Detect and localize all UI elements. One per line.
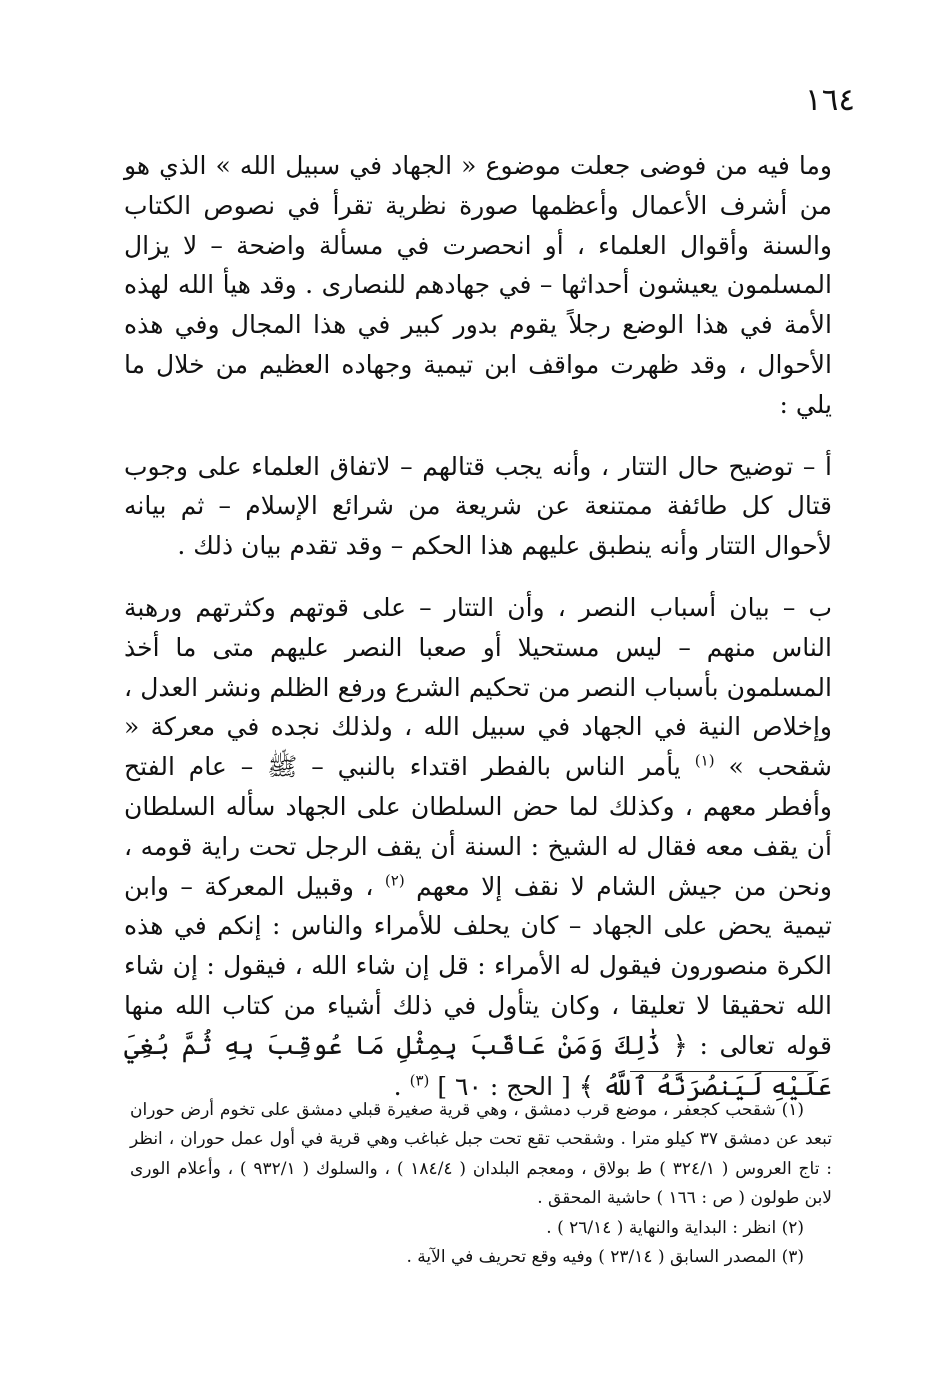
- footnote-number: (٢): [781, 1217, 804, 1238]
- page-number: ١٦٤: [805, 82, 855, 118]
- paragraph-text: ، وقبيل المعركة – وابن تيمية يحض على الجهاد – كان يحلف للأمراء والناس : إنكم في هذه الكرة منصورون فيقول له الأمراء : قل إن شاء الله ، فيقول : إن شاء الله تحقيقا لا تعليقا ، وكان يتأول في ذلك أشياء من كتاب الله منها قوله تعالى :: [124, 871, 832, 1060]
- footnote-item: [130, 1096, 832, 1214]
- paragraph-text: ب – بيان أسباب النصر ، وأن التتار – على قوتهم وكثرتهم ورهبة الناس منهم – ليس مستحيلا أو صعبا النصر عليهم متى ما أخذ المسلمون بأسباب النصر من تحكيم الشرع ورفع الظلم ونشر العدل ، وإخلاص النية في الجهاد في سبيل الله ، ولذلك نجده في معركة « شقحب »: [124, 592, 832, 782]
- paragraph-text: يأمر الناس بالفطر اقتداء بالنبي – ﷺ – عام الفتح وأفطر معهم ، وكذلك لما حض السلطان على الجهاد سأله السلطان أن يقف معه فقال له الشيخ : السنة أن يقف الرجل تحت راية قومه ، ونحن من جيش الشام لا نقف إلا معهم: [124, 752, 833, 901]
- footnote-number: (٣): [781, 1247, 804, 1268]
- footnote-divider: [630, 1071, 818, 1072]
- footnote-text: انظر : البداية والنهاية ( ٢٦/١٤ ) .: [546, 1217, 777, 1238]
- footnote-item: [130, 1243, 832, 1272]
- footnote-reference: (٣): [409, 1071, 430, 1090]
- paragraph-point-a: [124, 447, 832, 566]
- footnote-item: [130, 1214, 832, 1243]
- footnote-number: (١): [781, 1100, 804, 1120]
- quran-verse: ﴿ ذَٰلِكَ وَمَنْ عَاقَبَ بِمِثْلِ مَا عُوقِبَ بِهِ ثُمَّ بُغِيَ عَلَيْهِ لَيَنصُرَنَّهُ ٱللَّهُ ﴾: [124, 1030, 832, 1102]
- footnotes: [130, 1096, 832, 1272]
- footnote-text: المصدر السابق ( ٢٣/١٤ ) وفيه وقع تحريف في الآية .: [406, 1247, 777, 1268]
- quran-citation: [ الحج : ٦٠ ]: [437, 1071, 571, 1101]
- footnote-reference: (٢): [384, 871, 405, 890]
- paragraph-text: .: [393, 1071, 402, 1101]
- footnote-reference: (١): [694, 751, 715, 770]
- paragraph-point-b: [124, 588, 832, 1107]
- main-text: [124, 146, 832, 1107]
- paragraph-text: وما فيه من فوضى جعلت موضوع « الجهاد في سبيل الله » الذي هو من أشرف الأعمال وأعظمها صورة نظرية تقرأ في نصوص الكتاب والسنة وأقوال العلماء ، أو انحصرت في مسألة واضحة – لا يزال المسلمون يعيشون أحداثها – في جهادهم للنصارى . وقد هيأ الله لهذه الأمة في هذا الوضع رجلاً يقوم بدور كبير في هذا المجال وفي هذه الأحوال ، وقد ظهرت مواقف ابن تيمية وجهاده العظيم من خلال ما يلي :: [124, 151, 832, 419]
- paragraph-text: أ – توضيح حال التتار ، وأنه يجب قتالهم – لاتفاق العلماء على وجوب قتال كل طائفة ممتنعة عن شريعة من شرائع الإسلام – ثم بيانه لأحوال التتار وأنه ينطبق عليهم هذا الحكم – وقد تقدم بيان ذلك .: [124, 451, 832, 561]
- paragraph-intro: [124, 146, 832, 425]
- footnote-text: شقحب كجعفر ، موضع قرب دمشق ، وهي قرية صغيرة قبلي دمشق على تخوم أرض حوران تبعد عن دمشق ٣٧ كيلو مترا . وشقحب تقع تحت جبل غباغب وهي قرية في أول عمل حوران ، انظر : تاج العروس ( ٣٢٤/١ ) ط بولاق ، ومعجم البلدان ( ١٨٤/٤ ) ، والسلوك ( ٩٣٢/١ ) ، وأعلام الورى لابن طولون ( ص : ١٦٦ ) حاشية المحقق .: [130, 1100, 832, 1209]
